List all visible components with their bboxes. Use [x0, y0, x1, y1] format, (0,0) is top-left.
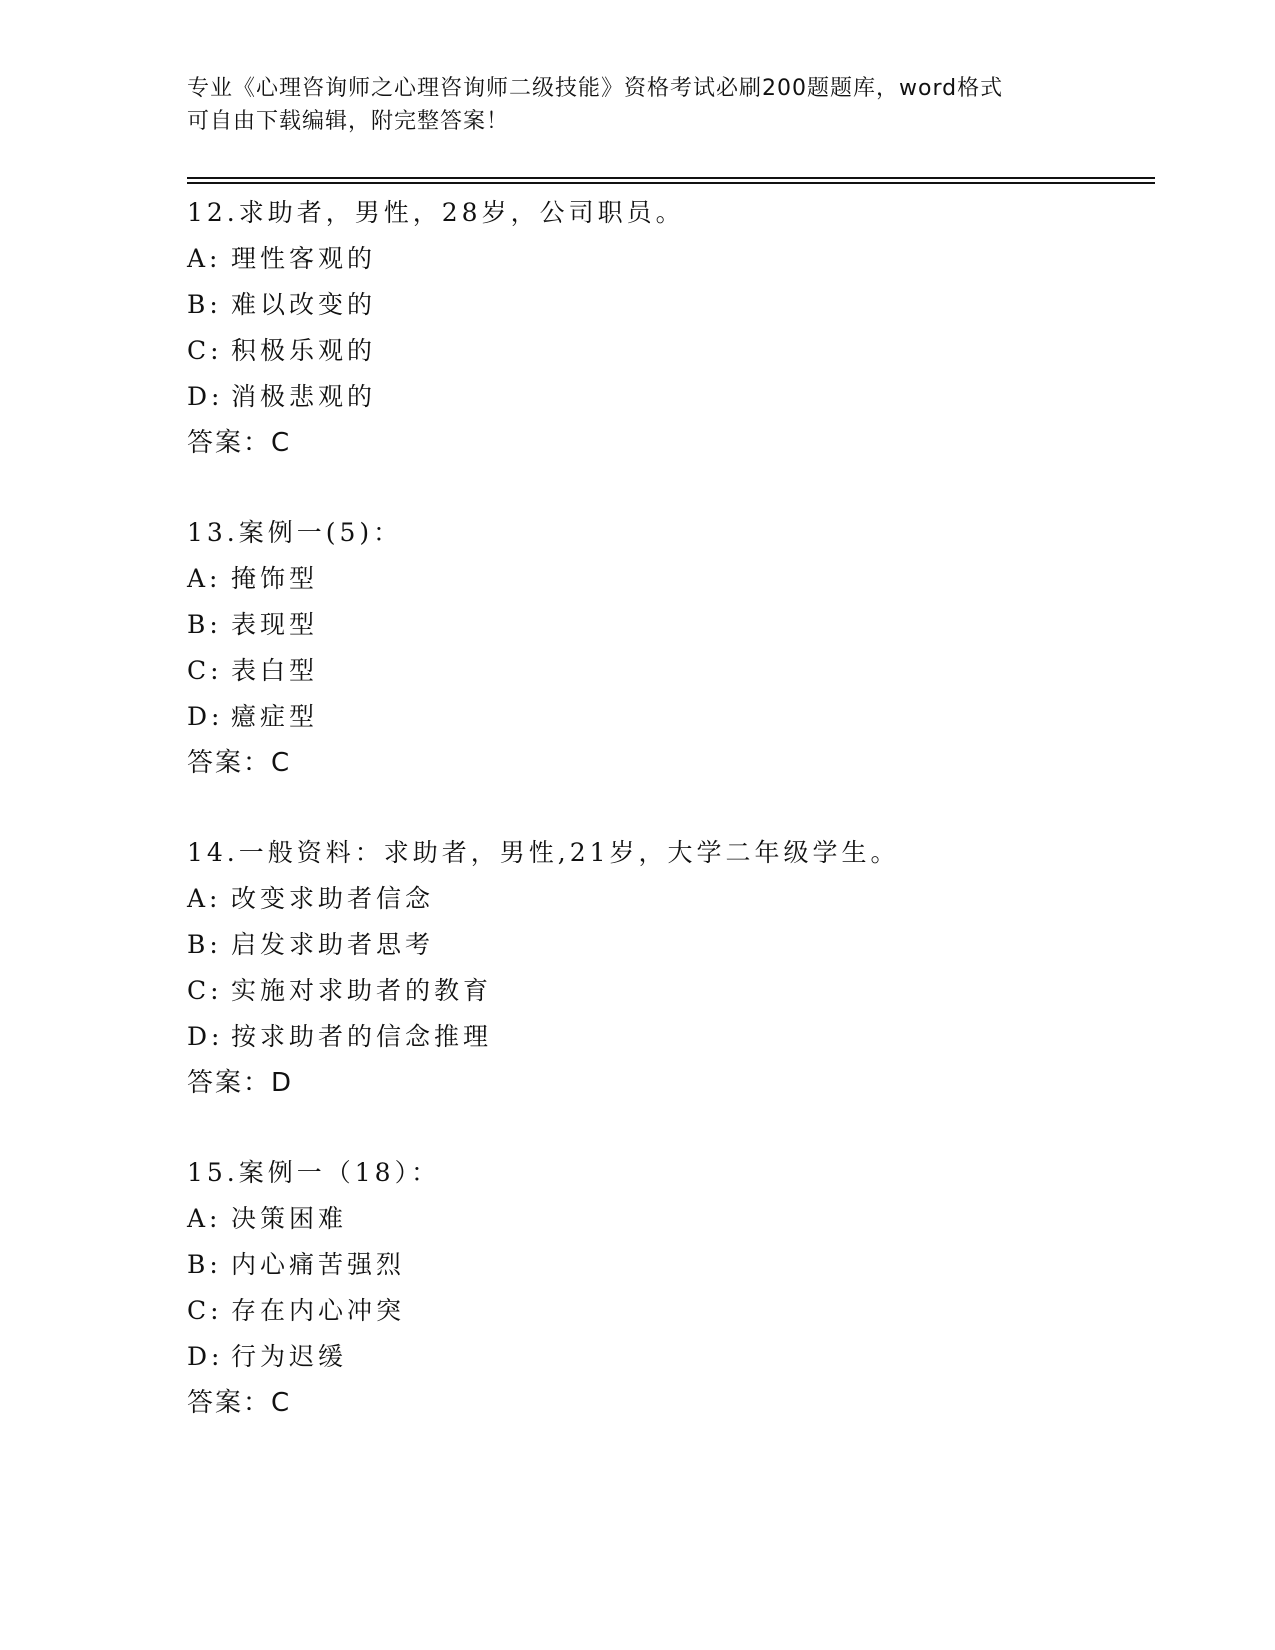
option-b — [187, 282, 1147, 328]
option-c — [187, 1288, 1147, 1334]
answer-line: 答案：C — [187, 428, 292, 458]
option-text: 启发求助者思考 — [231, 930, 435, 959]
question-stem: 13.案例一(5)： — [187, 518, 403, 547]
option-text: 行为迟缓 — [231, 1342, 348, 1371]
option-text: 存在内心冲突 — [231, 1296, 406, 1325]
header-line-2: 可自由下载编辑，附完整答案！ — [187, 109, 510, 134]
option-a — [187, 876, 1147, 922]
option-b — [187, 602, 1147, 648]
option-letter: D: — [187, 382, 224, 411]
question-15 — [187, 1150, 1147, 1426]
option-letter: B: — [187, 1250, 222, 1279]
option-a — [187, 1196, 1147, 1242]
header-divider-bottom — [187, 182, 1155, 184]
question-stem: 12.求助者，男性，28岁，公司职员。 — [187, 198, 685, 227]
option-c — [187, 968, 1147, 1014]
option-c — [187, 328, 1147, 374]
option-text: 难以改变的 — [231, 290, 377, 319]
option-text: 改变求助者信念 — [231, 884, 435, 913]
option-c — [187, 648, 1147, 694]
option-d — [187, 374, 1147, 420]
question-stem: 14.一般资料：求助者，男性,21岁，大学二年级学生。 — [187, 838, 900, 867]
option-text: 癔症型 — [231, 702, 319, 731]
option-text: 表现型 — [231, 610, 319, 639]
option-text: 按求助者的信念推理 — [231, 1022, 493, 1051]
option-text: 消极悲观的 — [231, 382, 377, 411]
option-b — [187, 922, 1147, 968]
option-letter: C: — [187, 976, 223, 1005]
option-letter: D: — [187, 702, 224, 731]
question-14 — [187, 830, 1147, 1106]
option-text: 实施对求助者的教育 — [231, 976, 493, 1005]
option-letter: D: — [187, 1022, 224, 1051]
option-d — [187, 1334, 1147, 1380]
option-text: 表白型 — [231, 656, 319, 685]
answer-line: 答案：D — [187, 1068, 294, 1098]
question-12 — [187, 190, 1147, 466]
option-text: 决策困难 — [231, 1204, 348, 1233]
option-text: 积极乐观的 — [231, 336, 377, 365]
option-letter: A: — [187, 244, 222, 273]
option-letter: B: — [187, 290, 222, 319]
option-b — [187, 1242, 1147, 1288]
option-a — [187, 556, 1147, 602]
option-text: 理性客观的 — [231, 244, 377, 273]
option-letter: A: — [187, 884, 222, 913]
option-letter: C: — [187, 336, 223, 365]
option-letter: B: — [187, 930, 222, 959]
option-letter: D: — [187, 1342, 224, 1371]
option-letter: B: — [187, 610, 222, 639]
document-header — [187, 72, 1087, 138]
answer-line: 答案：C — [187, 748, 292, 778]
header-line-1: 专业《心理咨询师之心理咨询师二级技能》资格考试必刷200题题库，word格式 — [187, 76, 1004, 101]
option-d — [187, 1014, 1147, 1060]
option-letter: A: — [187, 564, 222, 593]
option-text: 掩饰型 — [231, 564, 319, 593]
option-letter: C: — [187, 656, 223, 685]
answer-line: 答案：C — [187, 1388, 292, 1418]
option-d — [187, 694, 1147, 740]
question-stem: 15.案例一（18）： — [187, 1158, 441, 1187]
header-divider-top — [187, 177, 1155, 179]
question-13 — [187, 510, 1147, 786]
option-letter: C: — [187, 1296, 223, 1325]
option-a — [187, 236, 1147, 282]
option-letter: A: — [187, 1204, 222, 1233]
option-text: 内心痛苦强烈 — [231, 1250, 406, 1279]
